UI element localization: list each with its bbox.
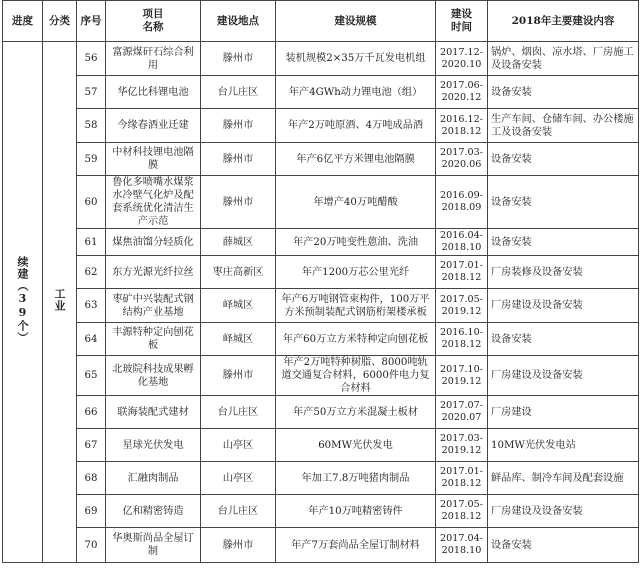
cell-content: 厂房建设 (488, 396, 639, 429)
table-row (3, 323, 639, 356)
cell-scale: 年产2万吨特种树脂、8000吨轨道交通复合材料，6000件电力复合材料 (276, 356, 436, 396)
cell-period: 2017.01-2018.12 (436, 462, 488, 495)
cell-period: 2017.10-2019.12 (436, 356, 488, 396)
cell-project-name: 东方光源光纤拉丝 (106, 256, 201, 289)
group-category-cell (43, 42, 77, 563)
cell-period: 2017.01-2018.12 (436, 256, 488, 289)
cell-scale: 年产1200万芯公里光纤 (276, 256, 436, 289)
cell-content: 设备安装 (488, 76, 639, 109)
cell-number: 58 (77, 109, 106, 143)
table-row (3, 143, 639, 176)
cell-content: 锅炉、烟囱、凉水塔、厂房施工及设备安装 (488, 42, 639, 76)
cell-content: 设备安装 (488, 176, 639, 229)
table-row (3, 42, 639, 76)
table-row (3, 396, 639, 429)
cell-location: 滕州市 (201, 176, 276, 229)
projects-table (2, 0, 639, 563)
cell-content: 生产车间、仓储车间、办公楼施工及设备安装 (488, 109, 639, 143)
header-category: 分类 (43, 1, 77, 42)
cell-period: 2017.07-2020.07 (436, 396, 488, 429)
cell-scale: 年产4GWh动力锂电池（组） (276, 76, 436, 109)
table-row (3, 256, 639, 289)
cell-number: 61 (77, 229, 106, 256)
cell-project-name: 枣矿中兴装配式钢结构产业基地 (106, 289, 201, 323)
cell-number: 67 (77, 429, 106, 462)
cell-scale: 年增产40万吨醋酸 (276, 176, 436, 229)
cell-scale: 年产60万立方米特种定向刨花板 (276, 323, 436, 356)
header-scale: 建设规模 (276, 1, 436, 42)
table-row (3, 229, 639, 256)
table-row (3, 429, 639, 462)
cell-scale: 年产6亿平方米锂电池隔膜 (276, 143, 436, 176)
cell-location: 滕州市 (201, 143, 276, 176)
header-location: 建设地点 (201, 1, 276, 42)
cell-project-name: 今缘春酒业迁建 (106, 109, 201, 143)
cell-location: 山亭区 (201, 429, 276, 462)
cell-period: 2017.04-2018.10 (436, 528, 488, 563)
table-body (3, 42, 639, 563)
table-row (3, 462, 639, 495)
cell-number: 70 (77, 528, 106, 563)
cell-scale: 年产50万立方米混凝土板材 (276, 396, 436, 429)
cell-number: 59 (77, 143, 106, 176)
cell-number: 69 (77, 495, 106, 528)
cell-location: 峄城区 (201, 323, 276, 356)
group-category-label: 工业 (53, 288, 66, 312)
cell-location: 台儿庄区 (201, 495, 276, 528)
cell-period: 2017.05-2019.12 (436, 289, 488, 323)
cell-scale: 装机规模2×35万千瓦发电机组 (276, 42, 436, 76)
cell-project-name: 富源煤矸石综合利用 (106, 42, 201, 76)
cell-period: 2016.09-2018.09 (436, 176, 488, 229)
cell-location: 滕州市 (201, 109, 276, 143)
cell-project-name: 联海装配式建材 (106, 396, 201, 429)
header-content: 2018年主要建设内容 (488, 1, 639, 42)
cell-number: 64 (77, 323, 106, 356)
cell-content: 设备安装 (488, 528, 639, 563)
header-progress: 进度 (3, 1, 43, 42)
cell-project-name: 星球光伏发电 (106, 429, 201, 462)
cell-period: 2017.12-2020.10 (436, 42, 488, 76)
cell-content: 厂房建设及设备安装 (488, 289, 639, 323)
cell-location: 滕州市 (201, 42, 276, 76)
cell-location: 山亭区 (201, 462, 276, 495)
cell-period: 2017.03-2019.12 (436, 429, 488, 462)
header-number: 序号 (77, 1, 106, 42)
cell-number: 66 (77, 396, 106, 429)
cell-number: 68 (77, 462, 106, 495)
cell-location: 峄城区 (201, 289, 276, 323)
cell-project-name: 煤焦油馏分轻质化 (106, 229, 201, 256)
cell-period: 2016.10-2018.12 (436, 323, 488, 356)
cell-number: 63 (77, 289, 106, 323)
cell-project-name: 汇融肉制品 (106, 462, 201, 495)
group-progress-label: 续建（39个） (16, 256, 29, 344)
cell-content: 10MW光伏发电站 (488, 429, 639, 462)
cell-scale: 年产10万吨精密铸件 (276, 495, 436, 528)
header-period: 建设 时间 (436, 1, 488, 42)
cell-scale: 年产7万套尚品全屋订制材料 (276, 528, 436, 563)
cell-project-name: 华奥斯尚品全屋订制 (106, 528, 201, 563)
table-row (3, 76, 639, 109)
cell-project-name: 丰源特种定向刨花板 (106, 323, 201, 356)
cell-location: 台儿庄区 (201, 396, 276, 429)
header-name: 项目 名称 (106, 1, 201, 42)
cell-scale: 60MW光伏发电 (276, 429, 436, 462)
cell-period: 2017.05-2018.12 (436, 495, 488, 528)
cell-scale: 年加工7.8万吨猪肉制品 (276, 462, 436, 495)
cell-content: 鲜品库、制冷车间及配套设施 (488, 462, 639, 495)
cell-content: 设备安装 (488, 323, 639, 356)
cell-period: 2016.04-2018.10 (436, 229, 488, 256)
cell-project-name: 华亿比科锂电池 (106, 76, 201, 109)
cell-period: 2017.03-2020.06 (436, 143, 488, 176)
cell-number: 62 (77, 256, 106, 289)
table-row (3, 495, 639, 528)
table-row (3, 109, 639, 143)
group-progress-cell (3, 42, 43, 563)
cell-project-name: 鲁化多喷嘴水煤浆水冷壁气化炉及配套系统优化清洁生产示范 (106, 176, 201, 229)
cell-content: 厂房装修及设备安装 (488, 256, 639, 289)
cell-period: 2016.12-2018.12 (436, 109, 488, 143)
table-row (3, 289, 639, 323)
cell-content: 设备安装 (488, 229, 639, 256)
cell-location: 滕州市 (201, 528, 276, 563)
cell-number: 65 (77, 356, 106, 396)
cell-number: 56 (77, 42, 106, 76)
cell-location: 薛城区 (201, 229, 276, 256)
table-row (3, 528, 639, 563)
header-row (3, 1, 639, 42)
cell-location: 台儿庄区 (201, 76, 276, 109)
cell-location: 枣庄高新区 (201, 256, 276, 289)
cell-scale: 年产2万吨原酒、4万吨成品酒 (276, 109, 436, 143)
cell-scale: 年产6万吨钢管束构件，100万平方米预制装配式钢筋桁架楼承板 (276, 289, 436, 323)
cell-content: 厂房建设及设备安装 (488, 356, 639, 396)
cell-location: 滕州市 (201, 356, 276, 396)
cell-period: 2017.06-2020.12 (436, 76, 488, 109)
cell-content: 厂房建设及设备安装 (488, 495, 639, 528)
cell-number: 57 (77, 76, 106, 109)
cell-number: 60 (77, 176, 106, 229)
cell-project-name: 北玻院科技成果孵化基地 (106, 356, 201, 396)
table-row (3, 356, 639, 396)
cell-content: 设备安装 (488, 143, 639, 176)
cell-project-name: 亿和精密铸造 (106, 495, 201, 528)
cell-project-name: 中材科技锂电池隔膜 (106, 143, 201, 176)
table-row (3, 176, 639, 229)
cell-scale: 年产20万吨变性蒽油、洗油 (276, 229, 436, 256)
